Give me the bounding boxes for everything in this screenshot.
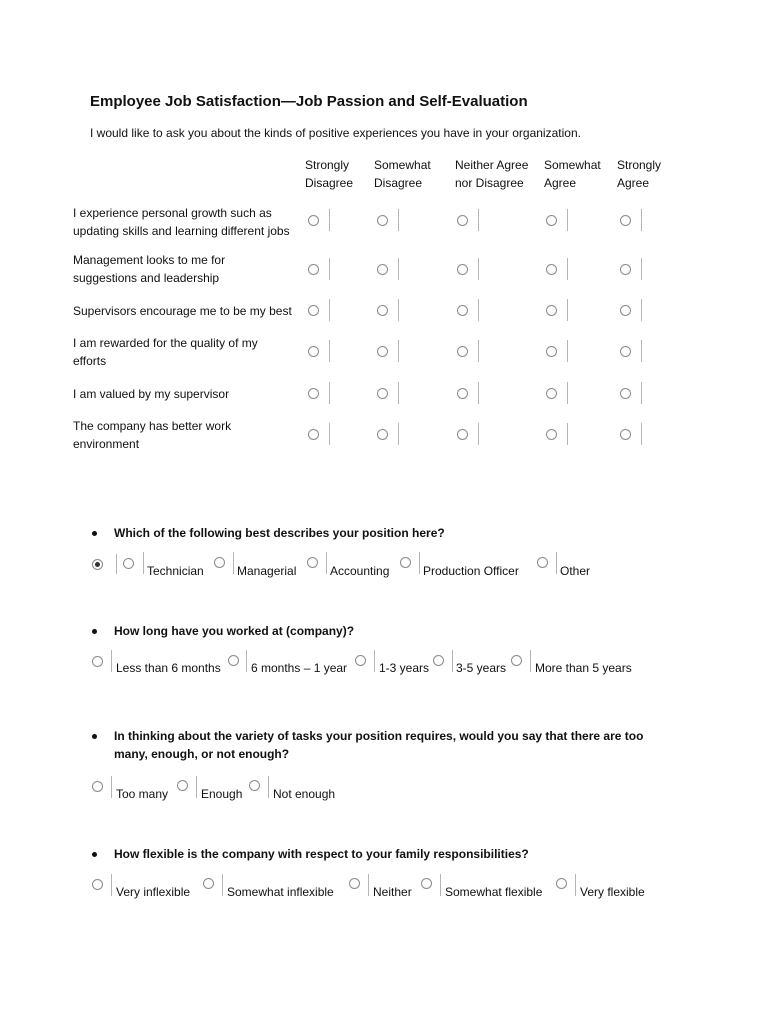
separator bbox=[398, 209, 399, 231]
statement-label: The company has better work environment bbox=[73, 419, 232, 451]
separator bbox=[111, 874, 112, 896]
position-radio-other[interactable] bbox=[537, 557, 548, 568]
option-somewhat-flexible: Somewhat flexible bbox=[445, 885, 543, 899]
option-very-inflexible: Very inflexible bbox=[116, 885, 191, 899]
matrix-radio-row6-strongly-agree[interactable] bbox=[620, 429, 631, 440]
separator bbox=[143, 552, 144, 574]
matrix-radio-row5-strongly-disagree[interactable] bbox=[308, 388, 319, 399]
position-radio-technician[interactable] bbox=[123, 558, 134, 569]
flex-radio-very-flexible[interactable] bbox=[556, 878, 567, 889]
matrix-radio-row4-strongly-disagree[interactable] bbox=[308, 346, 319, 357]
separator bbox=[246, 650, 247, 672]
separator bbox=[567, 382, 568, 404]
separator bbox=[111, 650, 112, 672]
statement-label: I am valued by my supervisor bbox=[73, 387, 230, 401]
separator bbox=[478, 423, 479, 445]
separator bbox=[419, 552, 420, 574]
separator bbox=[641, 423, 642, 445]
separator bbox=[478, 382, 479, 404]
separator bbox=[196, 776, 197, 798]
bullet bbox=[92, 531, 97, 536]
matrix-radio-row3-strongly-disagree[interactable] bbox=[308, 305, 319, 316]
matrix-radio-row4-strongly-agree[interactable] bbox=[620, 346, 631, 357]
separator bbox=[478, 299, 479, 321]
scale-header-neither: Neither Agree nor Disagree bbox=[455, 158, 529, 190]
bullet bbox=[92, 734, 97, 739]
separator bbox=[329, 299, 330, 321]
question-task-variety: In thinking about the variety of tasks your position requires, would you say that there are too many, enough, or not enough? bbox=[114, 729, 644, 761]
matrix-radio-row2-strongly-disagree[interactable] bbox=[308, 264, 319, 275]
position-radio-production-officer[interactable] bbox=[400, 557, 411, 568]
matrix-radio-row2-neither[interactable] bbox=[457, 264, 468, 275]
intro-text: I would like to ask you about the kinds of positive experiences you have in your organization. bbox=[90, 126, 581, 140]
separator bbox=[368, 874, 369, 896]
separator bbox=[116, 554, 117, 574]
separator bbox=[329, 209, 330, 231]
separator bbox=[567, 423, 568, 445]
separator bbox=[268, 776, 269, 798]
separator bbox=[478, 258, 479, 280]
matrix-radio-row4-neither[interactable] bbox=[457, 346, 468, 357]
option-neither: Neither bbox=[373, 885, 412, 899]
matrix-radio-row6-neither[interactable] bbox=[457, 429, 468, 440]
position-radio-accounting[interactable] bbox=[307, 557, 318, 568]
option-more-than-5-years: More than 5 years bbox=[535, 661, 632, 675]
scale-header-somewhat-disagree: Somewhat Disagree bbox=[374, 158, 431, 190]
separator bbox=[233, 552, 234, 574]
separator bbox=[567, 258, 568, 280]
matrix-radio-row3-strongly-agree[interactable] bbox=[620, 305, 631, 316]
option-managerial: Managerial bbox=[237, 564, 297, 578]
tenure-radio-3-5-years[interactable] bbox=[433, 655, 444, 666]
matrix-radio-row5-strongly-agree[interactable] bbox=[620, 388, 631, 399]
option-accounting: Accounting bbox=[330, 564, 390, 578]
separator bbox=[641, 209, 642, 231]
option-6-months-1-year: 6 months – 1 year bbox=[251, 661, 348, 675]
separator bbox=[567, 299, 568, 321]
option-very-flexible: Very flexible bbox=[580, 885, 645, 899]
scale-header-somewhat-agree: Somewhat Agree bbox=[544, 158, 601, 190]
matrix-radio-row6-somewhat-agree[interactable] bbox=[546, 429, 557, 440]
separator bbox=[329, 258, 330, 280]
matrix-radio-row3-somewhat-agree[interactable] bbox=[546, 305, 557, 316]
statement-label: I experience personal growth such as updating skills and learning different jobs bbox=[73, 206, 290, 238]
matrix-radio-row2-strongly-agree[interactable] bbox=[620, 264, 631, 275]
matrix-radio-row1-strongly-disagree[interactable] bbox=[308, 215, 319, 226]
separator bbox=[478, 209, 479, 231]
matrix-radio-row1-strongly-agree[interactable] bbox=[620, 215, 631, 226]
matrix-radio-row1-neither[interactable] bbox=[457, 215, 468, 226]
separator bbox=[329, 423, 330, 445]
option-not-enough: Not enough bbox=[273, 787, 336, 801]
option-1-3-years: 1-3 years bbox=[379, 661, 430, 675]
page-title: Employee Job Satisfaction—Job Passion and Self-Evaluation bbox=[90, 93, 528, 110]
matrix-radio-row5-neither[interactable] bbox=[457, 388, 468, 399]
matrix-radio-row4-somewhat-agree[interactable] bbox=[546, 346, 557, 357]
tenure-radio-less-than-6-months[interactable] bbox=[92, 656, 103, 667]
variety-radio-too-many[interactable] bbox=[92, 781, 103, 792]
tenure-radio-1-3-years[interactable] bbox=[355, 655, 366, 666]
option-3-5-years: 3-5 years bbox=[456, 661, 507, 675]
matrix-radio-row3-somewhat-disagree[interactable] bbox=[377, 305, 388, 316]
separator bbox=[398, 423, 399, 445]
matrix-radio-row2-somewhat-agree[interactable] bbox=[546, 264, 557, 275]
statement-label: I am rewarded for the quality of my efforts bbox=[73, 336, 258, 368]
position-radio-managerial[interactable] bbox=[214, 557, 225, 568]
separator bbox=[440, 874, 441, 896]
separator bbox=[567, 209, 568, 231]
question-position: Which of the following best describes your position here? bbox=[114, 526, 445, 540]
tenure-radio-6-months-1-year[interactable] bbox=[228, 655, 239, 666]
bullet bbox=[92, 629, 97, 634]
separator bbox=[398, 340, 399, 362]
separator bbox=[641, 299, 642, 321]
scale-header-strongly-agree: Strongly Agree bbox=[617, 158, 662, 190]
option-too-many: Too many bbox=[116, 787, 169, 801]
flex-radio-somewhat-inflexible[interactable] bbox=[203, 878, 214, 889]
option-enough: Enough bbox=[201, 787, 243, 801]
separator bbox=[398, 258, 399, 280]
separator bbox=[567, 340, 568, 362]
question-flexibility: How flexible is the company with respect to your family responsibilities? bbox=[114, 847, 529, 861]
separator bbox=[575, 874, 576, 896]
matrix-radio-row2-somewhat-disagree[interactable] bbox=[377, 264, 388, 275]
matrix-radio-row4-somewhat-disagree[interactable] bbox=[377, 346, 388, 357]
flex-radio-neither[interactable] bbox=[349, 878, 360, 889]
separator bbox=[111, 776, 112, 798]
statement-label: Supervisors encourage me to be my best bbox=[73, 304, 292, 318]
separator bbox=[530, 650, 531, 672]
variety-radio-enough[interactable] bbox=[177, 780, 188, 791]
bullet bbox=[92, 852, 97, 857]
separator bbox=[329, 340, 330, 362]
flex-radio-very-inflexible[interactable] bbox=[92, 879, 103, 890]
separator bbox=[641, 340, 642, 362]
statement-label: Management looks to me for suggestions and leadership bbox=[73, 253, 226, 285]
separator bbox=[398, 299, 399, 321]
variety-radio-not-enough[interactable] bbox=[249, 780, 260, 791]
option-production-officer: Production Officer bbox=[423, 564, 519, 578]
tenure-radio-more-than-5-years[interactable] bbox=[511, 655, 522, 666]
matrix-radio-row5-somewhat-disagree[interactable] bbox=[377, 388, 388, 399]
flex-radio-somewhat-flexible[interactable] bbox=[421, 878, 432, 889]
separator bbox=[326, 552, 327, 574]
matrix-radio-row1-somewhat-disagree[interactable] bbox=[377, 215, 388, 226]
separator bbox=[478, 340, 479, 362]
separator bbox=[556, 552, 557, 574]
separator bbox=[641, 258, 642, 280]
position-radio-selected[interactable] bbox=[92, 559, 103, 570]
separator bbox=[374, 650, 375, 672]
option-technician: Technician bbox=[147, 564, 204, 578]
matrix-radio-row6-strongly-disagree[interactable] bbox=[308, 429, 319, 440]
scale-header-strongly-disagree: Strongly Disagree bbox=[305, 158, 354, 190]
matrix-radio-row6-somewhat-disagree[interactable] bbox=[377, 429, 388, 440]
separator bbox=[398, 382, 399, 404]
separator bbox=[452, 650, 453, 672]
matrix-radio-row5-somewhat-agree[interactable] bbox=[546, 388, 557, 399]
matrix-radio-row3-neither[interactable] bbox=[457, 305, 468, 316]
separator bbox=[222, 874, 223, 896]
matrix-radio-row1-somewhat-agree[interactable] bbox=[546, 215, 557, 226]
separator bbox=[641, 382, 642, 404]
option-somewhat-inflexible: Somewhat inflexible bbox=[227, 885, 334, 899]
option-other: Other bbox=[560, 564, 591, 578]
option-less-than-6-months: Less than 6 months bbox=[116, 661, 221, 675]
question-tenure: How long have you worked at (company)? bbox=[114, 624, 355, 638]
separator bbox=[329, 382, 330, 404]
